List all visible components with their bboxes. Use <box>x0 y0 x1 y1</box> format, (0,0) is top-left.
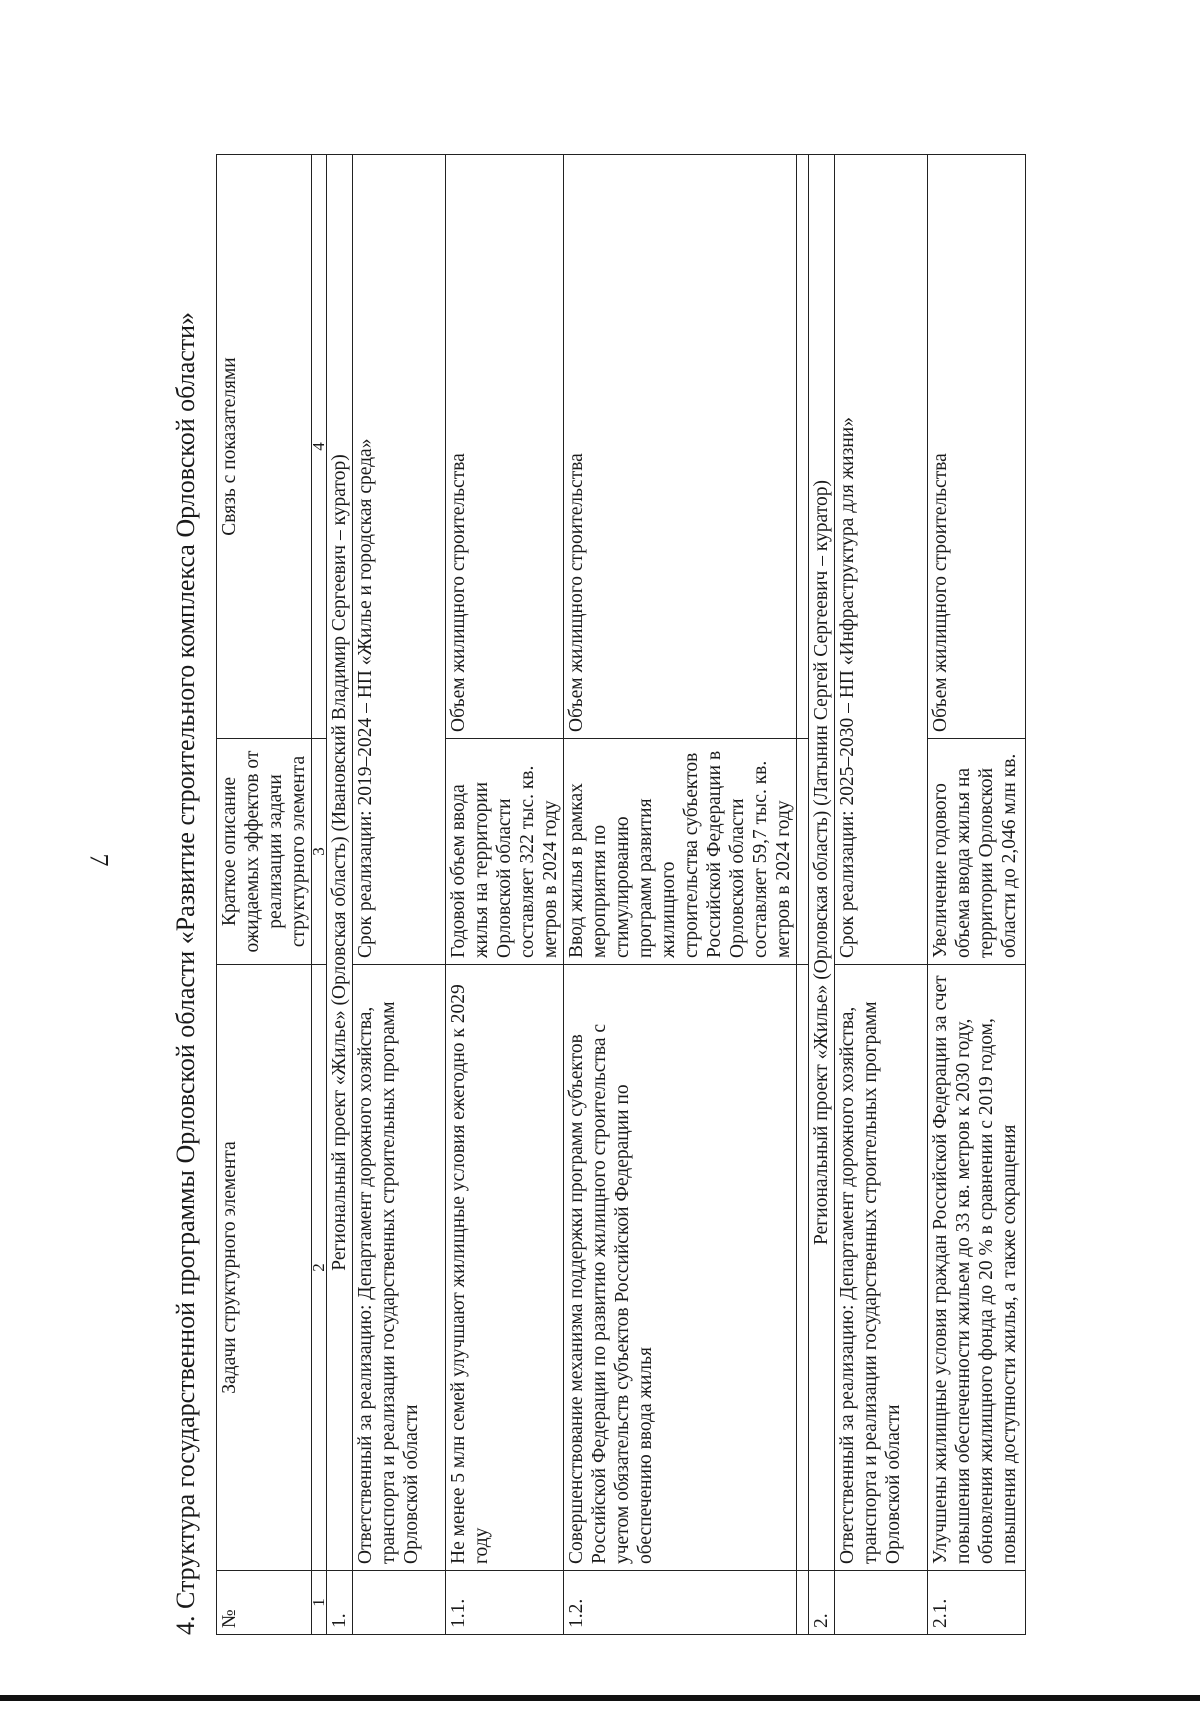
section-2-responsible-row <box>835 155 928 1635</box>
separator-row <box>797 155 809 1635</box>
empty-cell <box>797 739 809 965</box>
table-row <box>928 155 1026 1635</box>
column-number-row <box>312 155 327 1635</box>
page-number: 7 <box>84 853 114 867</box>
column-number: 3 <box>312 739 327 965</box>
row-effect: Годовой объем ввода жилья на территории Орловской области составляет 322 тыс. кв. метров в 2024 году <box>446 739 564 965</box>
section-number: 2. <box>809 1571 835 1635</box>
table-row <box>446 155 564 1635</box>
empty-cell <box>797 965 809 1571</box>
column-number: 2 <box>312 965 327 1571</box>
row-indicator: Объем жилищного строительства <box>446 155 564 739</box>
section-title: Региональный проект «Жилье» (Орловская область) (Ивановский Владимир Сергеевич – куратор) <box>327 155 353 1571</box>
row-task: Совершенствование механизма поддержки программ субъектов Российской Федерации по развитию жилищного строительства с учетом обязательств субъектов Российской Федерации по обеспечению ввода жилья <box>564 965 797 1571</box>
scan-edge-rule <box>0 1695 1200 1701</box>
row-effect: Ввод жилья в рамках мероприятия по стимулированию программ развития жилищного строительства субъектов Российской Федерации в Орловской области составляет 59,7 тыс. кв. метров в 2024 году <box>564 739 797 965</box>
section-2-title-row <box>809 155 835 1635</box>
row-task: Не менее 5 млн семей улучшают жилищные условия ежегодно к 2029 году <box>446 965 564 1571</box>
row-indicator: Объем жилищного строительства <box>564 155 797 739</box>
empty-cell <box>353 1571 446 1635</box>
table-row <box>564 155 797 1635</box>
responsible-text: Ответственный за реализацию: Департамент дорожного хозяйства, транспорта и реализации государственных строительных программ Орловской области <box>353 965 446 1571</box>
section-1-title-row <box>327 155 353 1635</box>
header-number: № <box>217 1571 312 1635</box>
row-effect: Увеличение годового объема ввода жилья на территории Орловской области до 2,046 млн кв. <box>928 739 1026 965</box>
empty-cell <box>797 1571 809 1635</box>
section-1-responsible-row <box>353 155 446 1635</box>
header-effects: Краткое описание ожидаемых эффектов от реализации задачи структурного элемента <box>217 739 312 965</box>
empty-cell <box>835 1571 928 1635</box>
empty-cell <box>797 155 809 739</box>
term-text: Срок реализации: 2025–2030 – НП «Инфраструктура для жизни» <box>835 155 928 965</box>
row-indicator: Объем жилищного строительства <box>928 155 1026 739</box>
document-title: 4. Структура государственной программы Орловской области «Развитие строительного комплекса Орловской области» <box>171 311 200 1635</box>
column-number: 1 <box>312 1571 327 1635</box>
row-number: 2.1. <box>928 1571 1026 1635</box>
section-number: 1. <box>327 1571 353 1635</box>
rotated-document <box>170 0 1020 1635</box>
header-indicators: Связь с показателями <box>217 155 312 739</box>
header-row <box>217 155 312 1635</box>
section-title: Региональный проект «Жилье» (Орловская область) (Латынин Сергей Сергеевич – куратор) <box>809 155 835 1571</box>
row-task: Улучшены жилищные условия граждан Российской Федерации за счет повышения обеспеченности жильем до 33 кв. метров к 2030 году, обновления жилищного фонда до 20 % в сравнении с 2019 годом, повышения доступности жилья, а также сокращения <box>928 965 1026 1571</box>
row-number: 1.2. <box>564 1571 797 1635</box>
structure-table <box>216 154 1026 1635</box>
responsible-text: Ответственный за реализацию: Департамент дорожного хозяйства, транспорта и реализации государственных строительных программ Орловской области <box>835 965 928 1571</box>
header-tasks: Задачи структурного элемента <box>217 965 312 1571</box>
row-number: 1.1. <box>446 1571 564 1635</box>
term-text: Срок реализации: 2019–2024 – НП «Жилье и городская среда» <box>353 155 446 965</box>
column-number: 4 <box>312 155 327 739</box>
